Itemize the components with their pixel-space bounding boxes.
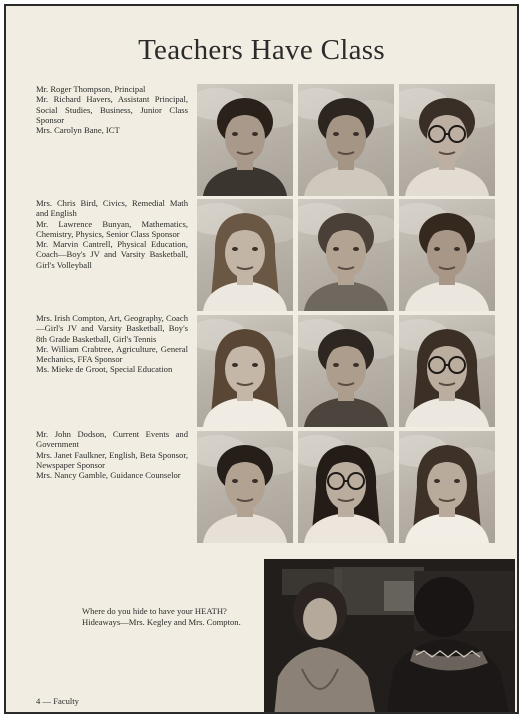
faculty-portrait bbox=[298, 431, 394, 543]
faculty-portrait bbox=[399, 199, 495, 311]
faculty-portrait bbox=[298, 199, 394, 311]
caption-line: Mr. Lawrence Bunyan, Mathematics, Chemistry, Physics, Senior Class Sponsor bbox=[36, 218, 188, 239]
caption-line: Mr. John Dodson, Current Events and Government bbox=[36, 429, 188, 450]
caption-group-2 bbox=[36, 198, 188, 270]
caption-line: Mrs. Nancy Gamble, Guidance Counselor bbox=[36, 470, 181, 481]
faculty-portrait bbox=[197, 84, 293, 196]
caption-line: Mr. Richard Havers, Assistant Principal, Social Studies, Business, Junior Class Sponsor bbox=[36, 94, 188, 125]
faculty-portrait bbox=[399, 315, 495, 427]
candid-caption bbox=[82, 606, 260, 627]
caption-line: Mr. Marvin Cantrell, Physical Education, Coach—Boy's JV and Varsity Basketball, Girl's Volleyball bbox=[36, 239, 188, 270]
caption-group-1 bbox=[36, 84, 188, 135]
candid-caption-line: Where do you hide to have your HEATH? bbox=[82, 606, 227, 616]
page-folio: 4 — Faculty bbox=[36, 696, 79, 706]
caption-group-3 bbox=[36, 313, 188, 375]
faculty-portrait bbox=[197, 431, 293, 543]
page-title: Teachers Have Class bbox=[138, 34, 385, 66]
faculty-portrait bbox=[399, 84, 495, 196]
caption-line: Mr. Roger Thompson, Principal bbox=[36, 84, 146, 94]
caption-line: Mr. William Crabtree, Agriculture, General Mechanics, FFA Sponsor bbox=[36, 343, 188, 365]
faculty-portrait bbox=[197, 199, 293, 311]
faculty-portrait bbox=[298, 84, 394, 196]
candid-caption-line: Hideaways—Mrs. Kegley and Mrs. Compton. bbox=[82, 616, 241, 627]
faculty-portrait bbox=[298, 315, 394, 427]
caption-line: Mrs. Chris Bird, Civics, Remedial Math and English bbox=[36, 198, 188, 219]
faculty-portrait bbox=[197, 315, 293, 427]
caption-group-4 bbox=[36, 429, 188, 480]
caption-line: Mrs. Janet Faulkner, English, Beta Sponsor, Newspaper Sponsor bbox=[36, 449, 188, 470]
faculty-portrait bbox=[399, 431, 495, 543]
caption-line: Mrs. Carolyn Bane, ICT bbox=[36, 125, 120, 136]
caption-line: Ms. Mieke de Groot, Special Education bbox=[36, 364, 173, 375]
yearbook-page bbox=[4, 4, 519, 714]
caption-line: Mrs. Irish Compton, Art, Geography, Coach—Girl's JV and Varsity Basketball, Boy's 8th Grade Basketball, Girl's Tennis bbox=[36, 313, 188, 344]
candid-photo bbox=[264, 559, 515, 714]
